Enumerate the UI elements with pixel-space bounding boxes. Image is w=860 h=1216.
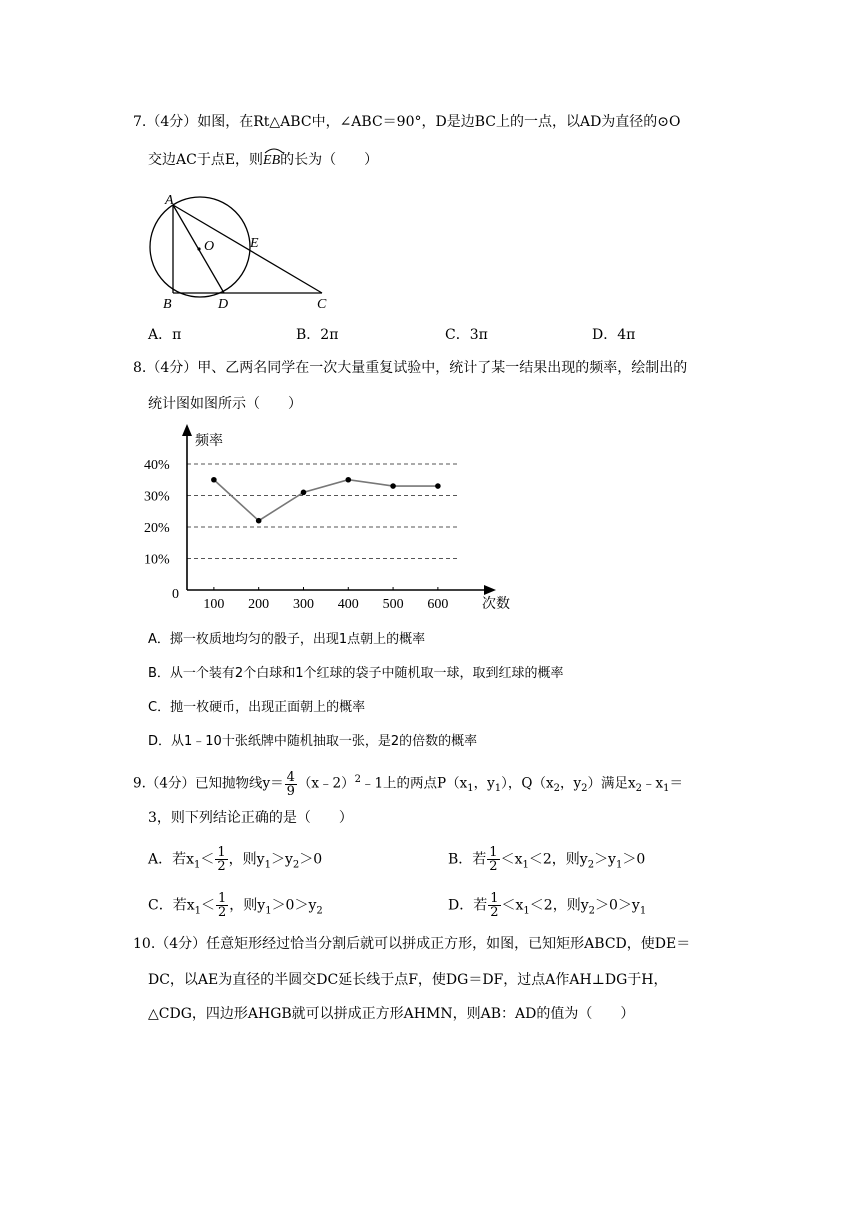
q9-text: 9.（4分）已知抛物线y＝ (133, 775, 284, 792)
q9-sup: 2 (354, 774, 361, 785)
opt-sub: 1 (194, 859, 201, 871)
q8-stem-line1: 8.（4分）甲、乙两名同学在一次大量重复试验中，统计了某一结果出现的频率，绘制出的 (133, 360, 688, 376)
q9-sub: 2 (581, 783, 588, 795)
chart-axes (182, 424, 496, 595)
series-line (214, 480, 438, 521)
opt-text: C．若x (148, 897, 195, 914)
q7-geometry-figure (140, 190, 340, 312)
opt-text: ＜2，则y (528, 851, 588, 868)
label-d: D (218, 297, 229, 312)
q7-option-b: B．2π (296, 327, 339, 343)
opt-sub: 1 (523, 905, 530, 917)
y-tick-label: 40% (144, 458, 170, 473)
arc-symbol-icon (263, 146, 285, 154)
opt-sub: 1 (264, 859, 271, 871)
label-o: O (204, 239, 215, 254)
half-fraction (216, 892, 228, 919)
q7-option-d: D．4π (592, 327, 636, 343)
q9-text: ）满足x (587, 775, 636, 792)
q7-stem-line1: 7.（4分）如图，在Rt△ABC中，∠ABC＝90°，D是边BC上的一点，以AD为直径的⊙O (133, 114, 681, 130)
q7-option-c: C．3π (445, 327, 488, 343)
half-fraction (487, 846, 499, 873)
q9-text: ＝ (669, 775, 683, 792)
x-axis-arrow-icon (484, 585, 496, 595)
opt-sub: 1 (194, 905, 201, 917)
q9-stem-line2: 3，则下列结论正确的是（ ） (148, 810, 353, 826)
frac-den: 2 (490, 905, 499, 920)
y-tick-label: 10% (144, 552, 170, 568)
opt-text: ＞0 (622, 851, 646, 868)
q9-sub: 2 (635, 783, 642, 795)
q9-option-c (148, 892, 323, 921)
opt-text: ＞0＞y (271, 897, 317, 914)
opt-text: D．若 (448, 897, 488, 914)
q8-option-c: C．抛一枚硬币，出现正面朝上的概率 (148, 700, 366, 715)
q10-line2: DC，以AE为直径的半圆交DC延长线于点F，使DG＝DF，过点A作AH⊥DG于H， (148, 972, 668, 988)
q9-option-a (148, 846, 322, 875)
q10-line3: △CDG，四边形AHGB就可以拼成正方形AHMN，则AB：AD的值为（ ） (148, 1006, 635, 1022)
opt-sub: 2 (316, 905, 323, 917)
segment-ac (173, 205, 322, 293)
center-dot (197, 247, 200, 250)
frac-num: 1 (217, 845, 226, 860)
x-tick-label: 400 (337, 597, 359, 612)
data-point (256, 518, 262, 524)
opt-sub: 1 (639, 905, 647, 917)
x-axis-label: 次数 (482, 597, 510, 612)
opt-text: ＞0 (299, 851, 323, 868)
y-tick-labels (144, 458, 170, 568)
opt-text: ＞y (270, 851, 293, 868)
data-point (435, 483, 441, 489)
opt-text: ＜x (501, 897, 524, 914)
q9-sub: 1 (494, 783, 502, 795)
q9-sub: 1 (663, 783, 670, 795)
opt-text: ，则y (229, 897, 266, 914)
label-a: A (165, 193, 174, 208)
opt-text: ＜2，则y (529, 897, 589, 914)
opt-text: B．若 (448, 851, 487, 868)
circle-o (150, 197, 250, 297)
q9-text: ﹣x (641, 775, 664, 792)
opt-text: ＜x (500, 851, 523, 868)
q7-arc-label: EB (263, 153, 281, 168)
opt-sub: 2 (292, 859, 300, 871)
x-tick-label: 200 (248, 597, 270, 612)
q8-stem-line2: 统计图如图所示（ ） (148, 396, 302, 412)
q8-option-d: D．从1﹣10十张纸牌中随机抽取一张，是2的倍数的概率 (148, 734, 478, 749)
frac-den: 9 (286, 783, 295, 799)
x-tick-label: 600 (427, 597, 449, 612)
opt-text: ＜ (200, 851, 215, 868)
q8-option-a: A．掷一枚质地均匀的骰子，出现1点朝上的概率 (148, 632, 426, 647)
q7-arc-eb (263, 151, 280, 171)
q9-sub: 2 (553, 783, 560, 795)
y-axis-label: 频率 (195, 434, 223, 449)
label-c: C (317, 297, 327, 312)
opt-text: ＜ (200, 897, 215, 914)
q9-text: ，y (473, 775, 495, 792)
opt-text: ＞y (594, 851, 616, 868)
x-tick-label: 300 (292, 597, 314, 612)
data-point (211, 477, 217, 483)
q9-text: （x﹣2） (297, 775, 355, 792)
y-tick-label: 30% (144, 489, 170, 505)
q7-stem-line2 (148, 150, 378, 171)
opt-sub: 2 (587, 859, 595, 871)
series-points (211, 477, 441, 524)
q10-line1: 10.（4分）任意矩形经过恰当分割后就可以拼成正方形，如图，已知矩形ABCD，使DE＝ (133, 936, 691, 952)
q9-text: ），Q（x (501, 775, 554, 792)
frequency-line-chart (140, 422, 520, 620)
opt-sub: 1 (522, 859, 529, 871)
data-point (390, 483, 396, 489)
opt-text: ，则y (228, 851, 265, 868)
x-tick-label: 500 (382, 597, 404, 612)
chart-grid (187, 464, 458, 559)
q9-sub: 1 (467, 783, 474, 795)
origin-label: 0 (172, 587, 179, 602)
q9-option-d (448, 892, 646, 921)
frac-num: 1 (489, 845, 498, 860)
q7-stem-part-b: 的长为（ ） (280, 152, 379, 168)
q9-text: ，y (559, 775, 582, 792)
frac-num: 1 (490, 891, 499, 906)
q7-option-a: A．π (148, 327, 182, 343)
q9-fraction (285, 771, 297, 798)
opt-text: ＞0＞y (595, 897, 640, 914)
q9-text: ﹣1上的两点P（x (360, 775, 468, 792)
frac-den: 2 (489, 859, 498, 874)
q9-stem-line1 (133, 770, 683, 799)
half-fraction (215, 846, 227, 873)
opt-sub: 1 (265, 905, 272, 917)
frac-den: 2 (217, 905, 227, 920)
half-fraction (488, 892, 500, 919)
data-point (301, 490, 307, 496)
opt-sub: 2 (588, 905, 595, 917)
label-e: E (250, 236, 259, 251)
q8-option-b: B．从一个装有2个白球和1个红球的袋子中随机取一球，取到红球的概率 (148, 666, 564, 681)
x-tick-label: 100 (203, 597, 225, 612)
frac-den: 2 (217, 859, 226, 874)
y-axis-arrow-icon (182, 424, 192, 436)
y-tick-label: 20% (144, 521, 170, 536)
q7-stem-part-a: 交边AC于点E，则 (148, 152, 264, 168)
frac-num: 1 (217, 891, 227, 906)
data-point (345, 477, 351, 483)
label-b: B (163, 297, 172, 312)
frac-num: 4 (286, 769, 295, 785)
opt-text: A．若x (148, 851, 195, 868)
opt-sub: 1 (615, 859, 623, 871)
q9-option-b (448, 846, 645, 875)
